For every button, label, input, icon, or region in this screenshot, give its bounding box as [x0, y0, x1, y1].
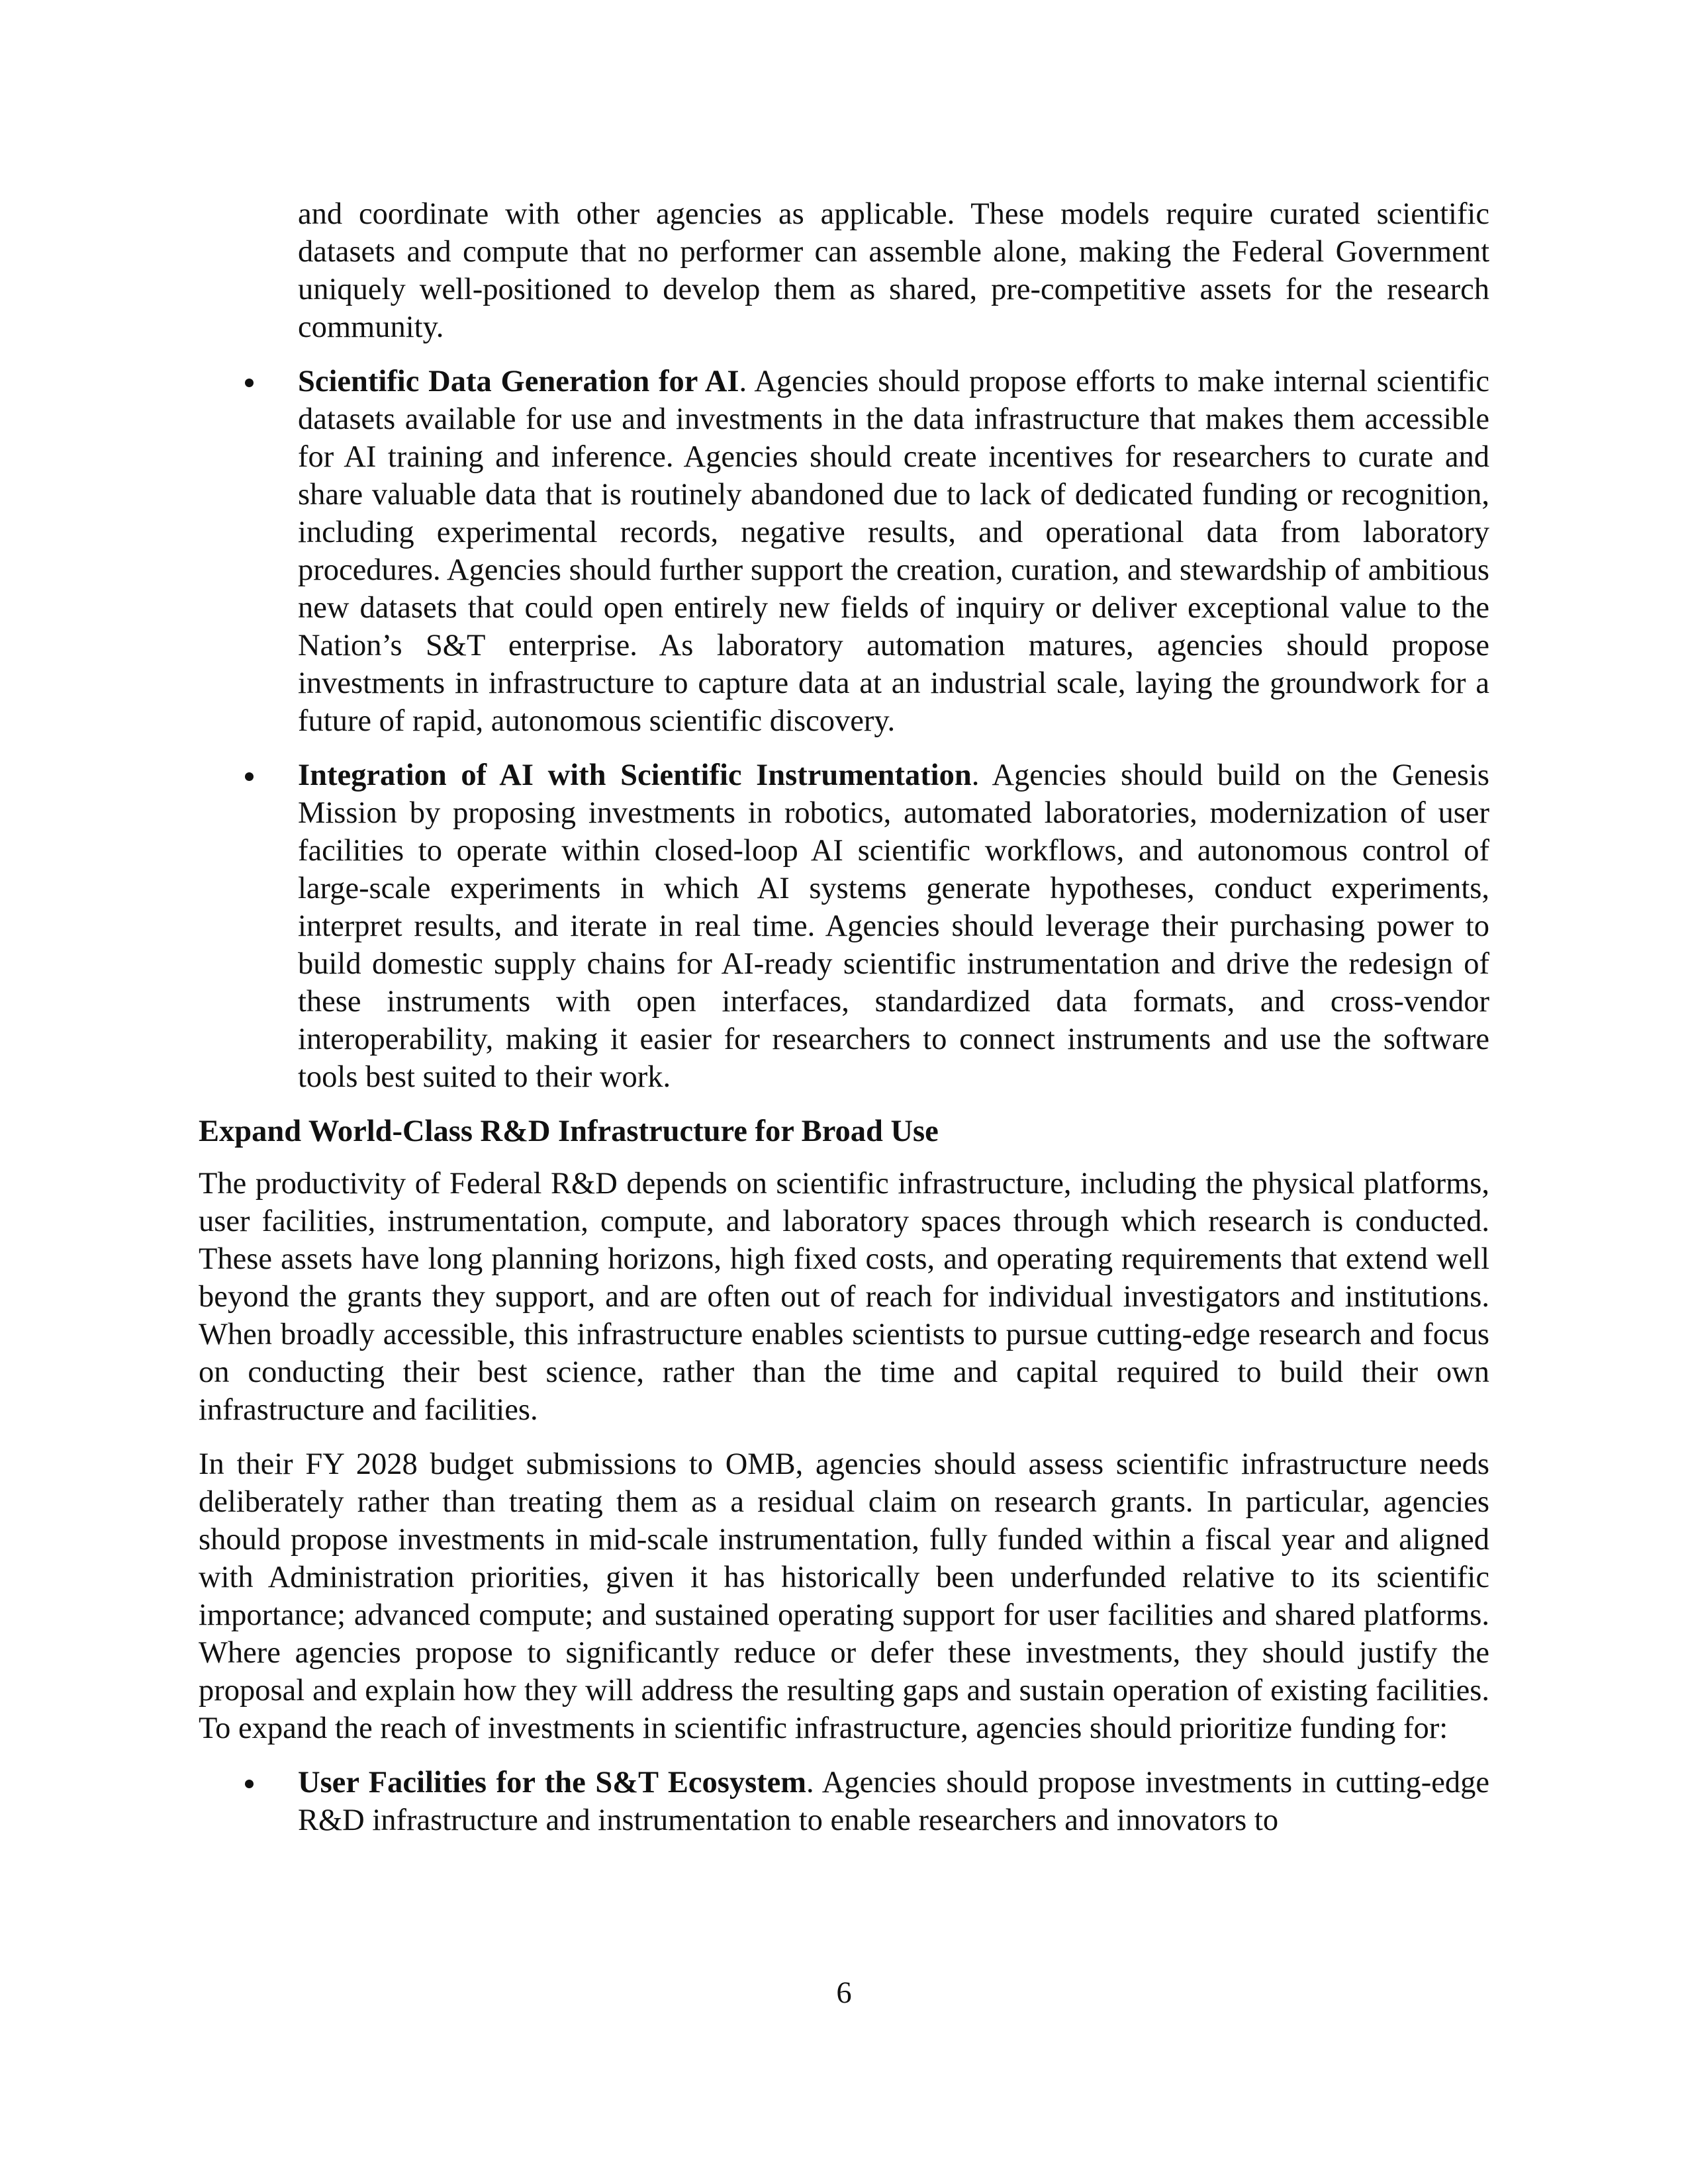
body-paragraph: The productivity of Federal R&D depends on scientific infrastructure, including the physical platforms, user facilities, instrumentation, compute, and laboratory spaces through which research is conducted. These assets have long planning horizons, high fixed costs, and operating requirements that extend well beyond the grants they support, and are often out of reach for individual investigators and institutions. When broadly accessible, this infrastructure enables scientists to pursue cutting-edge research and focus on conducting their best science, rather than the time and capital required to build their own infrastructure and facilities. [199, 1167, 1489, 1427]
infra-bullet-list [199, 1764, 1489, 1839]
bullet-scientific-data [199, 363, 1489, 740]
bullet-dot-icon [245, 1780, 254, 1788]
bullet-lead: Integration of AI with Scientific Instrumentation [298, 758, 972, 792]
document-page [199, 195, 1489, 1856]
ai-bullet-list [199, 363, 1489, 1096]
bullet-dot-icon [245, 379, 254, 387]
bullet-user-facilities [199, 1764, 1489, 1839]
bullet-text: . Agencies should propose efforts to make internal scientific datasets available for use and investments in the data infrastructure that makes them accessible for AI training and inference. Agencies should create incentives for researchers to curate and share valuable data that is routinely abandoned due to lack of dedicated funding or recognition, including experimental records, negative results, and operational data from laboratory procedures. Agencies should further support the creation, curation, and stewardship of ambitious new datasets that could open entirely new fields of inquiry or deliver exceptional value to the Nation’s S&T enterprise. As laboratory automation matures, agencies should propose investments in infrastructure to capture data at an industrial scale, laying the groundwork for a future of rapid, autonomous scientific discovery. [298, 365, 1489, 738]
bullet-lead: User Facilities for the S&T Ecosystem [298, 1766, 807, 1799]
section-heading: Expand World-Class R&D Infrastructure for Broad Use [199, 1115, 939, 1148]
bullet-text: . Agencies should propose investments in cutting-edge R&D infrastructure and instrumentation to enable researchers and innovators to [298, 1766, 1489, 1837]
bullet-instrumentation [199, 756, 1489, 1096]
continuation-paragraph: and coordinate with other agencies as applicable. These models require curated scientific datasets and compute that no performer can assemble alone, making the Federal Government uniquely well-positioned to develop them as shared, pre-competitive assets for the research community. [298, 197, 1489, 344]
body-paragraph: In their FY 2028 budget submissions to OMB, agencies should assess scientific infrastructure needs deliberately rather than treating them as a residual claim on research grants. In particular, agencies should propose investments in mid-scale instrumentation, fully funded within a fiscal year and aligned with Administration priorities, given it has historically been underfunded relative to its scientific importance; advanced compute; and sustained operating support for user facilities and shared platforms. Where agencies propose to significantly reduce or defer these investments, they should justify the proposal and explain how they will address the resulting gaps and sustain operation of existing facilities. To expand the reach of investments in scientific infrastructure, agencies should prioritize funding for: [199, 1447, 1489, 1745]
bullet-lead: Scientific Data Generation for AI [298, 365, 739, 398]
bullet-dot-icon [245, 772, 254, 781]
page-number: 6 [836, 1976, 852, 2010]
bullet-text: . Agencies should build on the Genesis Mission by proposing investments in robotics, automated laboratories, modernization of user facilities to operate within closed-loop AI scientific workflows, and autonomous control of large-scale experiments in which AI systems generate hypotheses, conduct experiments, interpret results, and iterate in real time. Agencies should leverage their purchasing power to build domestic supply chains for AI-ready scientific instrumentation and drive the redesign of these instruments with open interfaces, standardized data formats, and cross-vendor interoperability, making it easier for researchers to connect instruments and use the software tools best suited to their work. [298, 758, 1489, 1094]
